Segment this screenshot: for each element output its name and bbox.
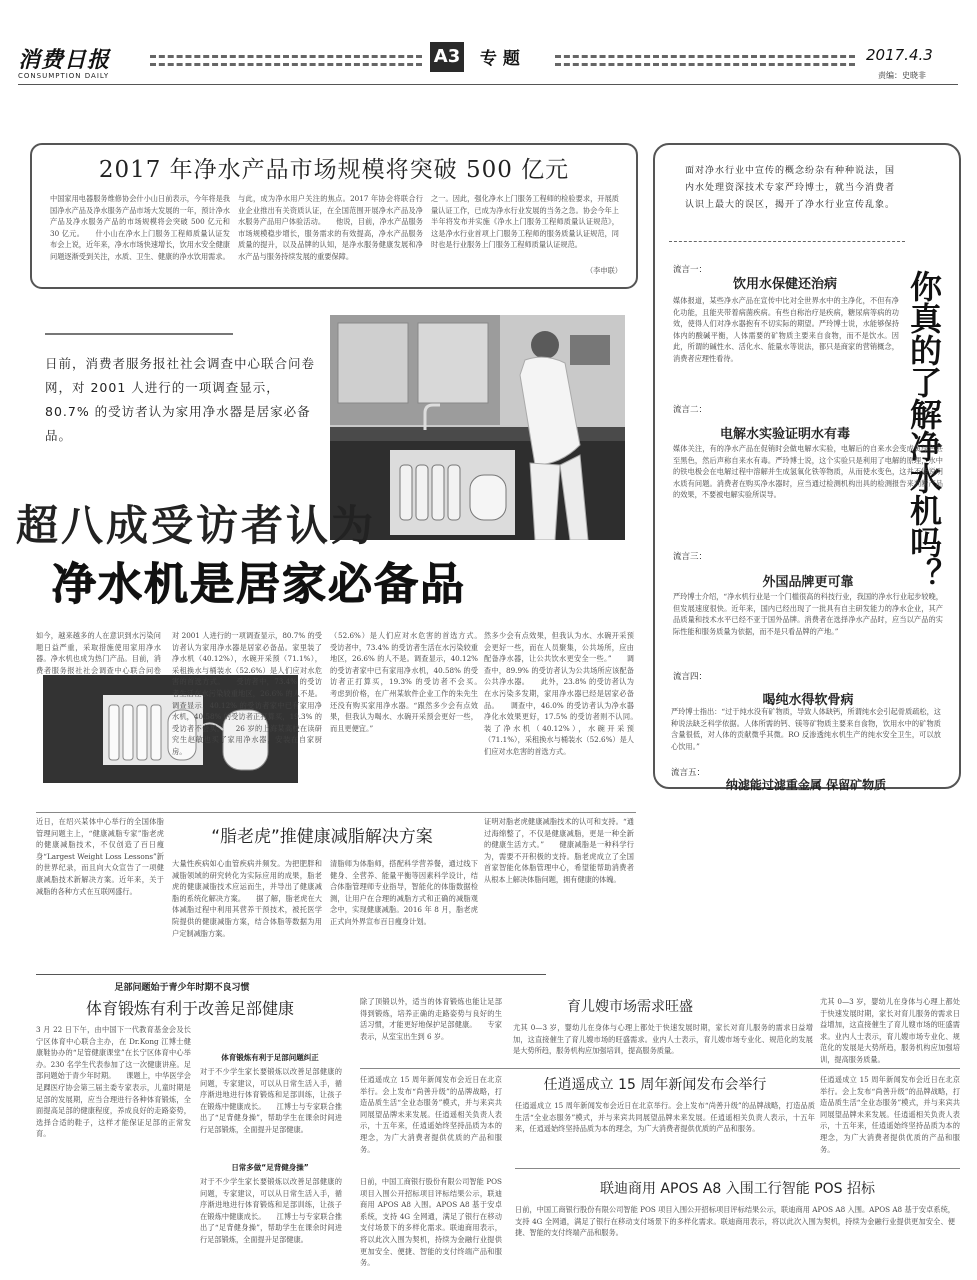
article4-column: 3 月 22 日下午，由中国下一代教育基金会及长宁区体育中心联合主办，在 Dr.Kong 江博士健康鞋协办的“足管健康课堂”在长宁区体育中心举办。230 名学生代表参加了这一次健康讲座。足部问题始于青少年时期。 课题上，中华医学会足踝医疗协会第三届主委专家表示，儿童时期是足部的发展期，应当合理进行各种体育锻炼，全面提高足部的健康程度，养成良好的走路姿势，选择合适的鞋子，这样才能保证足部的正常发育。: [36, 1025, 191, 1139]
byline: （李申联）: [586, 266, 622, 275]
main-body-column: 如今，越来越多的人在意识到水污染问题日益严重，采取措施使用家用净水器。净水机也成为热门产品。目前，消费者服务报社社会调查中心联合问卷: [36, 631, 161, 675]
rumor-title-3: 外国品牌更可靠: [762, 575, 854, 590]
rumor-text-1: 媒体报道，某些净水产品在宣传中比对全世界水中的主净化，不但有净化功能，且能夹带着病菌疾病。有些自称治疗是疾病，糖尿病等病的功效，使得人们对净水器抱有不切实际的期望。严玲博士说，水能够保持体内的酸碱平衡，人体需要的矿物质主要来自食物，而不是饮水。因此，所谓的碱性水、活化水、能量水等说法，都只是商家的营销概念，消费者应理性看待。: [673, 296, 899, 363]
article5-body-right: 尤其 0—3 岁，婴幼儿在身体与心理上都处于快速发展时期，家长对育儿服务的需求日益增加，这直接催生了育儿嫂市场的旺盛需求。业内人士表示，育儿嫂市场专业化、规范化的发展是大势所趋，服务机构应加强培训，提高服务质量。: [820, 997, 960, 1064]
article3-title: “脂老虎”推健康减脂解决方案: [211, 827, 433, 847]
article3-column: 大量性疾病如心血管疾病并频发。为把肥胖和减脂领域的研究转化为实际应用的成果，脂老虎的健康减脂技术应运而生，并导出了健康减脂的系统化解决方案。 据了解，脂老虎在大体减脂过程中利用其营养干预技术，被托医学院提供的健康减脂方案，结合体脂等数据为用户定制减脂方案。: [172, 859, 322, 938]
article6-body: 任逍遥成立 15 周年新闻发布会近日在北京举行。会上发布“尚善升级”的品牌战略，打造品质生活“全业态服务”模式，并与来宾共同展望品牌未来发展。任逍遥相关负责人表示，十五年来，任逍遥始终坚持品质为本的理念，为广大消费者提供优质的产品和服务。: [360, 1075, 502, 1154]
rumor-title-4-visible: 喝纯水得软骨病: [762, 693, 854, 708]
rumor-title-2: 电解水实验证明水有毒: [719, 427, 850, 442]
article4-column: 除了顶锻以外，适当的体育锻炼也能让足部得到锻炼，培养正确的走路姿势与良好的生活习惯，才能更好地保护足部健康。 专家表示，从室宝出生到 6 岁。: [360, 997, 502, 1041]
rumor-title-5: 纳滤能过滤重金属 保留矿物质: [725, 778, 887, 792]
masthead-rule-right: [555, 55, 855, 58]
article6-top-rule: [360, 1068, 960, 1069]
article4-column: 对于不少学生家长要锻炼以改善足部健康的问题，专家建议，可以从日常生活入手，循序渐进地进行体育锻炼和足部训练，让孩子在锻炼中健康成长。 江博士与专家联合推出了“足背健身操”，帮助学生在课余时间进行足部锻炼，全面提升足部健康。: [200, 1177, 342, 1244]
lead-top-rule: [45, 333, 233, 335]
rumor-text-3: 严玲博士介绍，“净水机行业是一个门槛很高的科技行业，我国的净水行业起步较晚，但发展速度很快。近年来，国内已经出现了一批具有自主研发能力的净水企业，其产品质量和技术水平已经不亚于国外品牌。消费者在选择净水产品时，应当以产品的实际性能和服务质量为依据，而不是只看品牌的产地。”: [673, 592, 943, 636]
masthead-rule-left: [150, 55, 422, 58]
article3-column: 清脂师为体脂师，搭配科学营养餐，通过线下健身、全营养、能量平衡等因素科学设计，结合体脂管理师专业指导，智能化的体脂数据检测，让用户在合理的减脂方式和正确的减脂观念中，实现健康减脂。2016 年 8 月，脂老虎正式向外界宣布百日瘦身计划。: [330, 859, 478, 926]
issue-date: 2017.4.3: [866, 46, 933, 64]
article-column: 中国家用电器服务维修协会什小山日前表示，今年将是我国净水产品及净水服务产品市场大发展的一年，预计净水产品及净水服务产品的市场规模将会突破 500 亿元和 30 亿元。 什小山在净水上门服务工程师质量认证发布会上说，近年来，净水市场快速增长，饮用水安全健康问题逐渐受到关注，水质、卫生、健康的净水饮用需求。: [50, 194, 230, 261]
masthead-logo: 消费日报: [18, 47, 111, 73]
rumor-tag-4: 流言四：: [673, 672, 708, 682]
article4-column: 对于不少学生家长要锻炼以改善足部健康的问题，专家建议，可以从日常生活入手，循序渐进地进行体育锻炼和足部训练，让孩子在锻炼中健康成长。 江博士与专家联合推出了“足背健身操”，帮助学生在课余时间进行足部锻炼，全面提升足部健康。: [200, 1067, 342, 1134]
rumor-tag-5: 流言五：: [671, 768, 706, 778]
main-body-column: 对 2001 人进行的一项调查显示，80.7% 的受访者认为家用净水器是居家必备品。家里装了净水机（40.12%），水碗开采预（71.1%），采租换水与桶装水（52.6%）是人们应对水危害的首选方式。 受访者中，73.4% 的受访者生活在水污染较重地区，26.6% 的人不是。调查显示，40.12% 的受访者家中已有家用净水机，40.58% 的受访者正打算买，19.3% 的受访者不会买。 26 岁的上海某高校在读研究生赵敏也买了家用净水器，安装在自家厨房。: [172, 631, 322, 756]
rumor-text-2: 媒体关注，有的净水产品在促销时会做电解水实验，电解后的自来水会变成黄绿色甚至黑色，然后声称自来水有毒。严玲博士说，这个实验只是利用了电解的原理，水中的铁电极会在电解过程中溶解并生成氢氧化铁等物质，从而使水变色，这并不能说明水质有问题。消费者在购买净水器时，应当通过检测机构出具的检测报告来判断产品的效果，不要被电解实验所误导。: [673, 444, 943, 500]
article-title: 2017 年净水产品市场规模将突破 500 亿元: [98, 157, 570, 183]
article4-kicker: 足部问题始于青少年时期不良习惯: [114, 983, 250, 993]
headline-line-2: 净水机是居家必备品: [52, 559, 466, 610]
masthead-bottom-rule: [18, 84, 958, 85]
article3-column: 证明对脂老虎健康减脂技术的认可和支持。“通过海绵整了，不仅是健康减脂，更是一种全新的健康生活方式。” 健康减脂是一种科学行为，需要不开积极的支持。脂老虎成立了全国首家智能化体脂管理中心，希望能帮助消费者从根本上解决体脂问题，拥有健康的体魄。: [484, 817, 634, 884]
article3-column: 近日，在绍兴某体中心举行的全国体脂管理问题主上，“健康减脂专家”脂老虎的健康减脂技术，不仅创造了百日瘦身“Largest Weight Loss Lessons”新的世界纪录，而且向大众宣告了一项健康减脂技术新解决方案。近年来，关于减脂的各种方式在互联网盛行。: [36, 817, 164, 896]
page-number-badge: A3: [430, 42, 464, 72]
article4-top-rule: [36, 974, 546, 975]
article-column: 与此，成为净水用户关注的焦点。2017 年协会将联合行业企业推出有关资质认证，在全国范围开展净水产品及净水服务产品用户体验活动。 他说，目前，净水产品服务市场规模稳步增长，服务需求的有效提高，净水产品服务质量的提升，以及品牌的认知，是净水服务健康发展和净水产品与服务持续发展的重要保障。: [238, 194, 423, 261]
article-column: 之一。因此，强化净水上门服务工程师的检验要求，开展质量认证工作，已成为净水行业发展的当务之急。协会今年上半年将发布并实施《净水上门服务工程师质量认证规范》，这是净水行业首项上门服务工程师的服务质量认证规范，同时也是行业服务上门服务工程师质量认证规范。: [431, 194, 619, 250]
article4-title: 体育锻炼有利于改善足部健康: [85, 999, 294, 1018]
editor-credit: 责编：史晓非: [878, 71, 926, 80]
rumor-tag-3: 流言三：: [673, 552, 708, 562]
headline-line-1: 超八成受访者认为: [16, 501, 377, 550]
sidebar-dashed-rule: [669, 241, 905, 242]
section-name: 专 题: [480, 49, 520, 69]
rumor-title-1: 饮用水保健还治病: [732, 277, 837, 292]
article6-body-2: 任逍遥成立 15 周年新闻发布会近日在北京举行。会上发布“尚善升级”的品牌战略，打造品质生活“全业态服务”模式，并与来宾共同展望品牌未来发展。任逍遥相关负责人表示，十五年来，任逍遥始终坚持品质为本的理念，为广大消费者提供优质的产品和服务。: [515, 1101, 815, 1134]
main-body-column: （52.6%）是人们应对水危害的首选方式。 受访者中，73.4% 的受访者生活在水污染较重地区，26.6% 的人不是。调查显示，40.12% 的受访者家中已有家用净水机，40.58% 的受访者正打算买，19.3% 的受访者不会买。 考虑到价格，在广州某软件企业工作的朱先生还没有购买家用净水器。“跟然多少会有点效果，但我认为喝水、水碗开采预会更好一些，而且更便宜。”: [330, 631, 478, 733]
main-body-column: 然多少会有点效果，但我认为水、水碗开采预会更好一些，而在人员聚集，公共场所，应由配备净水器，让公共饮水更安全一些。” 调查中，89.9% 的受访者认为公共场所应该配备公共净水器。 此外，23.8% 的受访者认为在水污染多发期，家用净水器已经是居家必备品。 调查中，46.0% 的受访者认为净水器净化水效果更好，17.5% 的受访者则不认同。 装了净水机（40.12%），水碗开采预（71.1%），采租换水与桶装水（52.6%）是人们应对水危害的首选方式。: [484, 631, 634, 756]
sidebar-intro: 面对净水行业中宣传的概念纷杂有种种说法，国内水处理资深技术专家严玲博士，就当今消费者认识上最大的误区，揭开了净水行业宣传乱象。: [685, 166, 896, 210]
article4-subhead: 体育锻炼有利于足部问题纠正: [221, 1053, 319, 1062]
article3-top-rule: [36, 812, 636, 813]
article7-body: 日前，中国工商银行股份有限公司智能 POS 项目入围公开招标项目评标结果公示，联迪商用 APOS A8 入围。APOS A8 基于安卓系统，支持 4G 全网通，满足了银行在移动支付场景下的多样化需求。联迪商用表示，将以此次入围为契机，持续为金融行业提供更加安全、便捷、智能的支付终端产品和服务。: [360, 1177, 502, 1268]
rumor-text-4-final: 严玲博士指出：“过于纯水没有矿物质，导致人体缺钙，所谓纯水会引起骨质疏松，这种说法缺乏科学依据。人体所需的钙、镁等矿物质主要来自食物，饮用水中的矿物质含量很低，对人体的贡献微乎其微。RO 反渗透纯水机生产的纯水安全卫生，可以放心饮用。”: [671, 707, 941, 751]
article6-body-3: 任逍遥成立 15 周年新闻发布会近日在北京举行。会上发布“尚善升级”的品牌战略，打造品质生活“全业态服务”模式，并与来宾共同展望品牌未来发展。任逍遥相关负责人表示，十五年来，任逍遥始终坚持品质为本的理念，为广大消费者提供优质的产品和服务。: [820, 1075, 960, 1154]
article5-title: 育儿嫂市场需求旺盛: [567, 999, 693, 1015]
rumor-tag-2: 流言二：: [673, 405, 708, 415]
article6-title: 任逍遥成立 15 周年新闻发布会举行: [543, 1077, 767, 1093]
article-box-market: [30, 143, 638, 289]
masthead-rule-right-2: [555, 63, 855, 66]
sidebar-box: [653, 143, 961, 789]
rumor-tag-1: 流言一：: [673, 265, 708, 275]
masthead-rule-left-2: [150, 63, 422, 66]
article4-subhead: 日常多做“足背健身操”: [231, 1163, 309, 1172]
article7-body-2: 日前，中国工商银行股份有限公司智能 POS 项目入围公开招标项目评标结果公示，联迪商用 APOS A8 入围。APOS A8 基于安卓系统，支持 4G 全网通，满足了银行在移动支付场景下的多样化需求。联迪商用表示，将以此次入围为契机，持续为金融行业提供更加安全、便捷、智能的支付终端产品和服务。: [515, 1205, 955, 1238]
article7-title: 联迪商用 APOS A8 入围工行智能 POS 招标: [599, 1181, 875, 1197]
masthead-logo-en: CONSUMPTION DAILY: [18, 72, 110, 80]
sidebar-vertical-title: 你真的了解净水机吗？: [905, 270, 943, 590]
lead-text: 日前，消费者服务报社社会调查中心联合问卷网，对 2001 人进行的一项调查显示，80.7% 的受访者认为家用净水器是居家必备品。: [45, 356, 316, 443]
article7-top-rule: [515, 1168, 960, 1169]
article5-body: 尤其 0—3 岁，婴幼儿在身体与心理上都处于快速发展时期，家长对育儿服务的需求日益增加，这直接催生了育儿嫂市场的旺盛需求。业内人士表示，育儿嫂市场专业化、规范化的发展是大势所趋，服务机构应加强培训，提高服务质量。: [513, 1023, 813, 1056]
